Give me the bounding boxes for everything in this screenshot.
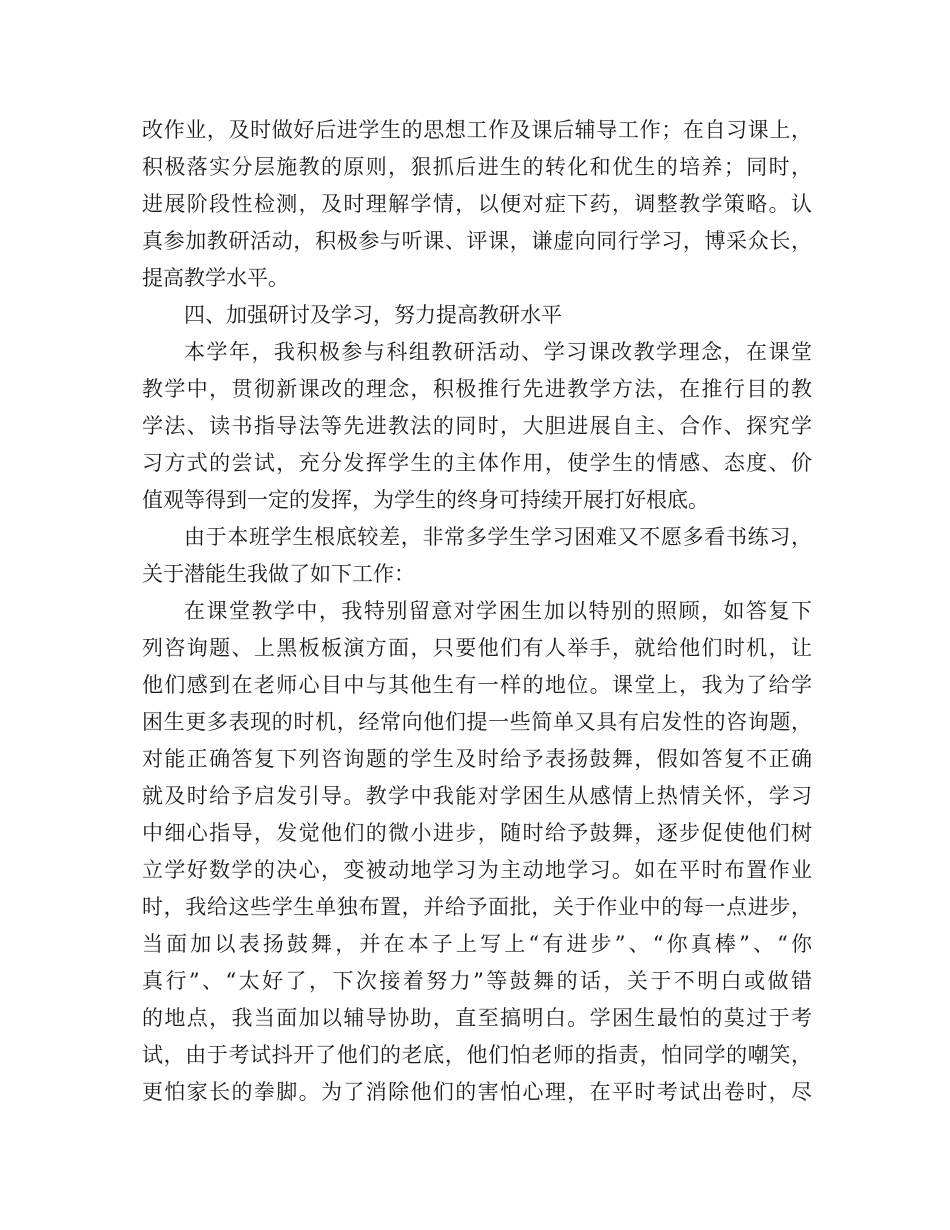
text-line: 真参加教研活动，积极参与听课、评课，谦虚向同行学习，博采众长， [142, 229, 812, 253]
text-line: 提高教学水平。 [142, 266, 289, 290]
paragraph [142, 334, 812, 519]
text-line: 困生更多表现的时机，经常向他们提一些简单又具有启发性的咨询题， [142, 710, 812, 734]
text-line: 真行”、“太好了，下次接着努力”等鼓舞的话，关于不明白或做错 [142, 969, 812, 993]
text-line: 积极落实分层施教的原则，狠抓后进生的转化和优生的培养；同时， [142, 155, 812, 179]
text-line: 教学中，贯彻新课改的理念，积极推行先进教学方法，在推行目的教 [142, 377, 812, 401]
text-line: 列咨询题、上黑板板演方面，只要他们有人举手，就给他们时机，让 [142, 636, 812, 660]
text-line: 就及时给予启发引导。教学中我能对学困生从感情上热情关怀，学习 [142, 784, 812, 808]
paragraph [142, 519, 812, 593]
text-line: 他们感到在老师心目中与其他生有一样的地位。课堂上，我为了给学 [142, 673, 812, 697]
text-line: 进展阶段性检测，及时理解学情，以便对症下药，调整教学策略。认 [142, 192, 812, 216]
paragraph [142, 297, 812, 334]
text-line: 更怕家长的拳脚。为了消除他们的害怕心理，在平时考试出卷时，尽 [142, 1080, 812, 1104]
text-line: 在课堂教学中，我特别留意对学困生加以特别的照顾，如答复下 [184, 599, 812, 623]
text-line: 试，由于考试抖开了他们的老底，他们怕老师的指责，怕同学的嘲笑， [142, 1043, 812, 1067]
text-line: 的地点，我当面加以辅导协助，直至搞明白。学困生最怕的莫过于考 [142, 1006, 812, 1030]
text-line: 值观等得到一定的发挥，为学生的终身可持续开展打好根底。 [142, 488, 709, 512]
text-line: 本学年，我积极参与科组教研活动、学习课改教学理念，在课堂 [184, 340, 812, 364]
text-line: 关于潜能生我做了如下工作： [142, 562, 415, 586]
document-body [142, 112, 812, 1111]
text-line: 时，我给这些学生单独布置，并给予面批，关于作业中的每一点进步， [142, 895, 812, 919]
text-line: 由于本班学生根底较差，非常多学生学习困难又不愿多看书练习， [184, 525, 812, 549]
text-line: 对能正确答复下列咨询题的学生及时给予表扬鼓舞，假如答复不正确 [142, 747, 812, 771]
text-line: 学法、读书指导法等先进教法的同时，大胆进展自主、合作、探究学 [142, 414, 812, 438]
text-line: 改作业，及时做好后进学生的思想工作及课后辅导工作；在自习课上， [142, 118, 812, 142]
text-line: 四、加强研讨及学习，努力提高教研水平 [184, 303, 562, 327]
paragraph [142, 593, 812, 1111]
text-line: 当面加以表扬鼓舞，并在本子上写上“有进步”、“你真棒”、“你 [142, 932, 812, 956]
paragraph [142, 112, 812, 297]
text-line: 习方式的尝试，充分发挥学生的主体作用，使学生的情感、态度、价 [142, 451, 812, 475]
text-line: 立学好数学的决心，变被动地学习为主动地学习。如在平时布置作业 [142, 858, 812, 882]
text-line: 中细心指导，发觉他们的微小进步，随时给予鼓舞，逐步促使他们树 [142, 821, 812, 845]
